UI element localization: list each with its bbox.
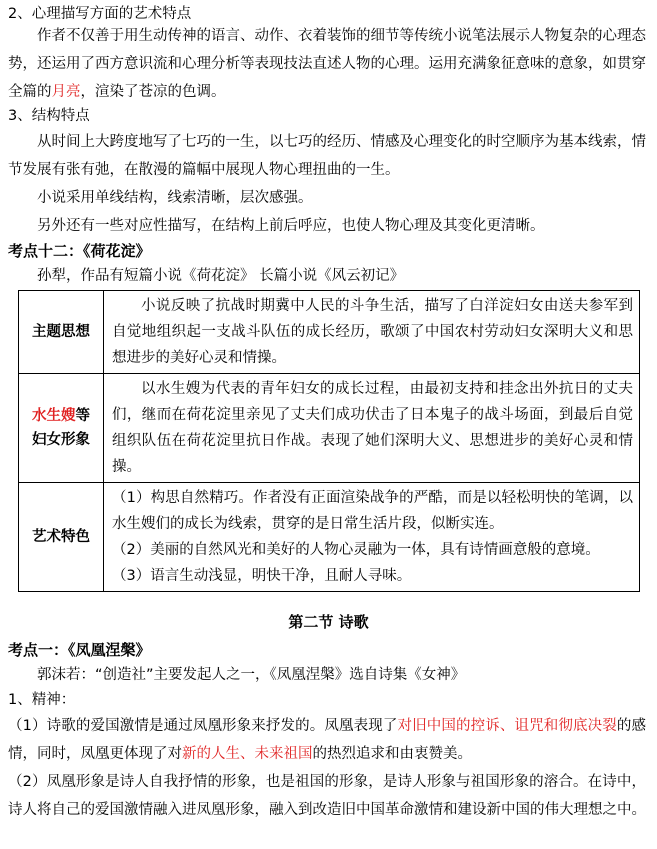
art-item-1: （1）构思自然精巧。作者没有正面渲染战争的严酷，而是以轻松明快的笔调，以水生嫂们的成长为线索，贯穿的是日常生活片段，似断实连。 (112, 490, 633, 532)
jingshen-paragraph-1 (8, 712, 646, 768)
paragraph-structure-2: 小说采用单线结构，线索清晰，层次感强。 (37, 190, 313, 206)
row-header-art: 艺术特色 (19, 483, 104, 592)
theme-text: 小说反映了抗战时期冀中人民的斗争生活，描写了白洋淀妇女由送夫参军到自觉地组织起一支战斗队伍的成长经历，歌颂了中国农村劳动妇女深明大义和思想进步的美好心灵和情操。 (112, 298, 633, 366)
text-run: （1）诗歌的爱国激情是通过凤凰形象来抒发的。凤凰表现了 (8, 718, 398, 734)
header-deng: 等 (75, 408, 90, 424)
paragraph-psychology (8, 22, 646, 106)
text-run: 的感情，同时，凤凰更体现了对 (8, 718, 646, 762)
header-women-image: 妇女形象 (32, 432, 90, 448)
row-header-women (19, 374, 104, 483)
row-content-art (104, 483, 640, 592)
kaodian1-intro: 郭沫若：“创造社”主要发起人之一，《凤凰涅槃》选自诗集《女神》 (37, 667, 466, 683)
kaodian12-intro: 孙犁，作品有短篇小说《荷花淀》 长篇小说《风云初记》 (37, 268, 405, 284)
jingshen-paragraph-2: （2）凤凰形象是诗人自我抒情的形象，也是祖国的形象，是诗人形象与祖国形象的溶合。在诗中，诗人将自己的爱国激情融入进凤凰形象，融入到改造旧中国革命激情和建设新中国的伟大理想之中。 (8, 774, 646, 818)
jingshen-heading: 1、精神： (8, 692, 76, 708)
table-row-theme (19, 291, 640, 374)
section-heading-psychology: 2、心理描写方面的艺术特点 (8, 6, 192, 22)
section-heading-structure: 3、结构特点 (8, 108, 90, 124)
women-text: 以水生嫂为代表的青年妇女的成长过程，由最初支持和挂念出外抗日的丈夫们，继而在荷花淀里亲见了丈夫们成功伏击了日本鬼子的战斗场面，到最后自觉组织队伍在荷花淀里抗日作战。表现了她们深明大义、思想进步的美好心灵和情操。 (112, 381, 633, 475)
kaodian12-title: 考点十二：《荷花淀》 (8, 242, 151, 260)
text-run: 作者不仅善于用生动传神的语言、动作、衣着装饰的细节等传统小说笔法展示人物复杂的心理态势，还运用了西方意识流和心理分析等表现技法直述人物的心理。运用充满象征意味的意象，如贯穿全篇的 (8, 28, 646, 100)
section2-title: 第二节 诗歌 (288, 613, 369, 631)
highlight-break: 对旧中国的控诉、诅咒和彻底决裂 (397, 718, 617, 734)
table-row-women (19, 374, 640, 483)
highlight-moon: 月亮 (51, 84, 81, 100)
table-row-art (19, 483, 640, 592)
text-run: ，渲染了苍凉的色调。 (80, 84, 226, 100)
row-content-theme (104, 291, 640, 374)
highlight-future: 新的人生、未来祖国 (182, 746, 313, 762)
paragraph-structure-1: 从时间上大跨度地写了七巧的一生，以七巧的经历、情感及心理变化的时空顺序为基本线索，情节发展有张有弛，在散漫的篇幅中展现人物心理扭曲的一生。 (8, 134, 646, 178)
paragraph-structure-3: 另外还有一些对应性描写，在结构上前后呼应，也使人物心理及其变化更清晰。 (37, 218, 545, 234)
hehuadian-table (18, 290, 640, 592)
row-header-theme: 主题思想 (19, 291, 104, 374)
header-shuishengsao: 水生嫂 (32, 408, 76, 424)
kaodian1-title: 考点一：《凤凰涅槃》 (8, 641, 151, 659)
art-item-3: （3）语言生动浅显，明快干净，且耐人寻味。 (112, 568, 412, 584)
art-item-2: （2）美丽的自然风光和美好的人物心灵融为一体，具有诗情画意般的意境。 (112, 542, 600, 558)
row-content-women (104, 374, 640, 483)
text-run: 的热烈追求和由衷赞美。 (312, 746, 472, 762)
